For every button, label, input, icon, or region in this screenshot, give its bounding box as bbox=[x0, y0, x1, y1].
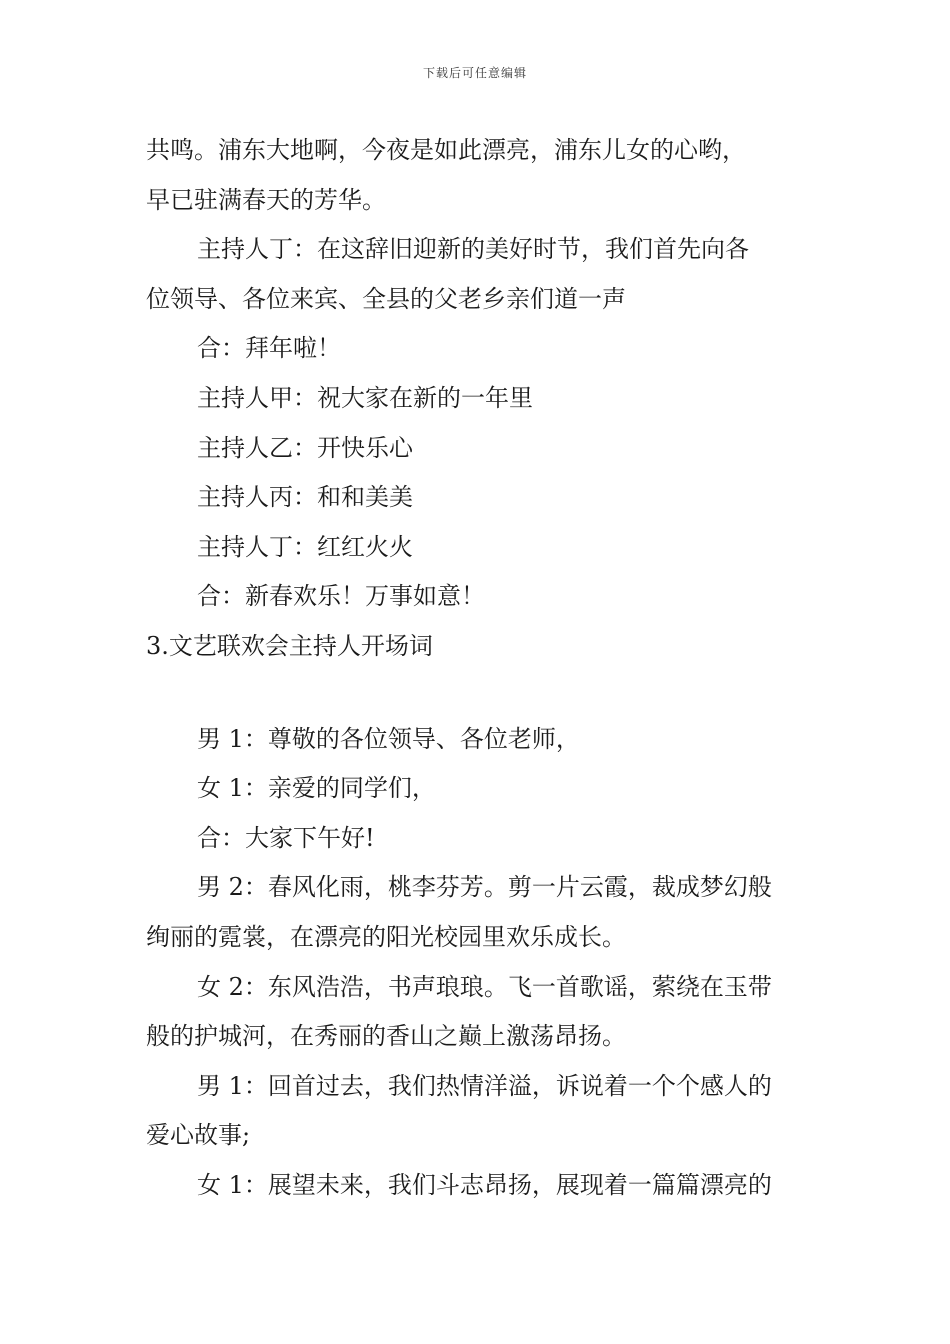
paragraph-block-b bbox=[146, 715, 810, 1211]
section-spacer bbox=[146, 672, 810, 715]
text-line: 女 2：东风浩浩，书声琅琅。飞一首歌谣，萦绕在玉带 bbox=[197, 972, 772, 1001]
text-line: 位领导、各位来宾、全县的父老乡亲们道一声 bbox=[146, 284, 626, 313]
text-line: 男 2：春风化雨，桃李芬芳。剪一片云霞，裁成梦幻般 bbox=[197, 873, 772, 902]
text-line: 合：新春欢乐！万事如意！ bbox=[197, 582, 485, 611]
text-line: 主持人丁：在这辞旧迎新的美好时节，我们首先向各 bbox=[197, 235, 749, 264]
text-line: 男 1：回首过去，我们热情洋溢，诉说着一个个感人的 bbox=[197, 1071, 772, 1100]
text-line: 男 1：尊敬的各位领导、各位老师， bbox=[197, 724, 580, 753]
text-line: 绚丽的霓裳，在漂亮的阳光校园里欢乐成长。 bbox=[146, 922, 626, 951]
text-line: 女 1：展望未来，我们斗志昂扬，展现着一篇篇漂亮的 bbox=[197, 1170, 772, 1199]
text-line: 3.文艺联欢会主持人开场词 bbox=[146, 631, 433, 660]
text-line: 爱心故事; bbox=[146, 1121, 251, 1150]
text-line: 女 1：亲爱的同学们， bbox=[197, 774, 436, 803]
text-line: 主持人乙：开快乐心 bbox=[197, 433, 413, 462]
paragraph-block-a bbox=[146, 126, 810, 672]
text-line: 般的护城河，在秀丽的香山之巅上激荡昂扬。 bbox=[146, 1022, 626, 1051]
text-line: 共鸣。浦东大地啊，今夜是如此漂亮，浦东儿女的心哟， bbox=[146, 136, 746, 164]
text-line: 早已驻满春天的芳华。 bbox=[146, 185, 386, 214]
text-line: 合：拜年啦！ bbox=[197, 334, 341, 363]
page-header: 下载后可任意编辑 bbox=[422, 66, 527, 80]
document-body bbox=[146, 126, 810, 1210]
text-line: 主持人甲：祝大家在新的一年里 bbox=[197, 383, 533, 412]
text-line: 主持人丙：和和美美 bbox=[197, 483, 413, 512]
text-line: 主持人丁：红红火火 bbox=[197, 532, 413, 561]
text-line: 合：大家下午好! bbox=[197, 823, 375, 852]
